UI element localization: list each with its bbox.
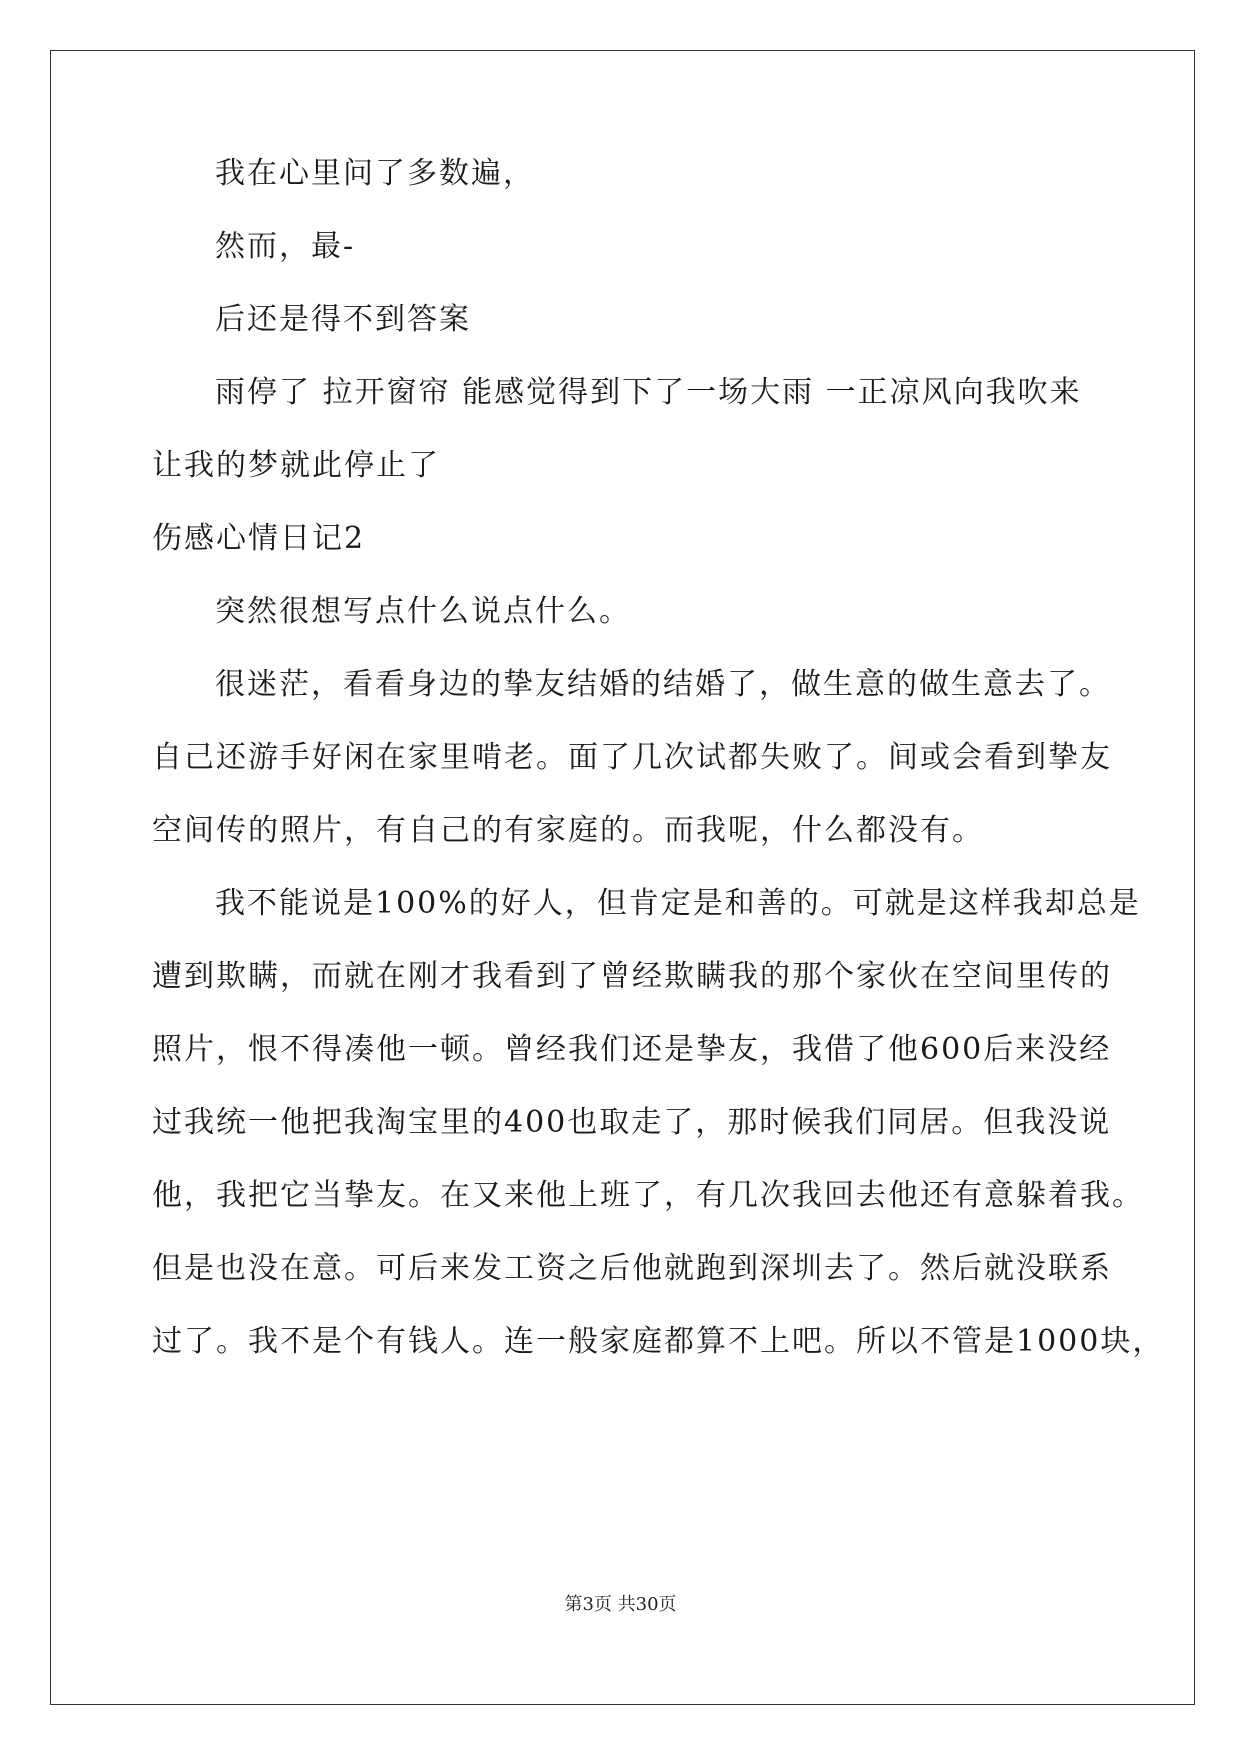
paragraph-line: 后还是得不到答案 (215, 302, 471, 337)
paragraph-line: 然而，最- (215, 229, 356, 264)
paragraph-line: 让我的梦就此停止了 (152, 448, 440, 483)
page-border (50, 50, 1195, 1705)
paragraph-line: 照片，恨不得凑他一顿。曾经我们还是挚友，我借了他600后来没经 (152, 1032, 1112, 1067)
paragraph-line: 我在心里问了多数遍， (215, 156, 535, 191)
paragraph-line: 自己还游手好闲在家里啃老。面了几次试都失败了。间或会看到挚友 (152, 740, 1112, 775)
paragraph-line: 他，我把它当挚友。在又来他上班了，有几次我回去他还有意躲着我。 (152, 1178, 1144, 1213)
paragraph-line: 遭到欺瞒，而就在刚才我看到了曾经欺瞒我的那个家伙在空间里传的 (152, 959, 1112, 994)
paragraph-line: 突然很想写点什么说点什么。 (215, 594, 631, 629)
paragraph-line: 过了。我不是个有钱人。连一般家庭都算不上吧。所以不管是1000块， (152, 1324, 1165, 1359)
paragraph-line: 过我统一他把我淘宝里的400也取走了，那时候我们同居。但我没说 (152, 1105, 1112, 1140)
paragraph-line: 很迷茫，看看身边的挚友结婚的结婚了，做生意的做生意去了。 (215, 667, 1111, 702)
paragraph-line: 雨停了 拉开窗帘 能感觉得到下了一场大雨 一正凉风向我吹来 (215, 375, 1082, 410)
paragraph-line: 但是也没在意。可后来发工资之后他就跑到深圳去了。然后就没联系 (152, 1251, 1112, 1286)
paragraph-line: 我不能说是100%的好人，但肯定是和善的。可就是这样我却总是 (215, 886, 1141, 921)
paragraph-line: 空间传的照片，有自己的有家庭的。而我呢，什么都没有。 (152, 813, 984, 848)
page-number-footer: 第3页 共30页 (564, 1594, 677, 1615)
section-heading: 伤感心情日记2 (152, 521, 366, 556)
